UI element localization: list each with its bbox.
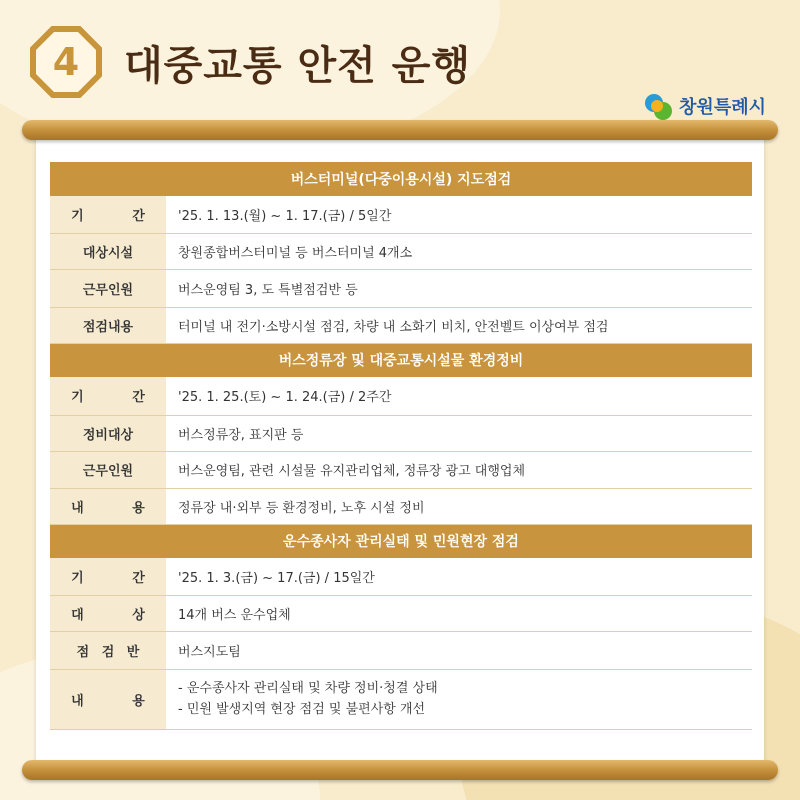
info-table (50, 162, 752, 730)
section-title: 버스터미널(다중이용시설) 지도점검 (50, 162, 752, 196)
changwon-logo-icon (645, 92, 673, 120)
row-value-line: - 민원 발생지역 현장 점검 및 불편사항 개선 (178, 702, 426, 717)
row-label: 근무인원 (50, 451, 166, 488)
section-header-row (50, 162, 752, 196)
table-row (50, 558, 752, 595)
page-header (30, 26, 471, 98)
row-label: 기 간 (71, 570, 167, 586)
table-row (50, 488, 752, 524)
table-row (50, 415, 752, 451)
badge-number: 4 (52, 40, 80, 84)
table-row (50, 377, 752, 415)
brand (645, 92, 766, 120)
section-header-row (50, 524, 752, 558)
row-value: '25. 1. 3.(금) ~ 17.(금) / 15일간 (166, 558, 752, 595)
row-value: 버스운영팀, 관련 시설물 유지관리업체, 정류장 광고 대행업체 (166, 451, 752, 488)
table-row (50, 196, 752, 233)
section-title: 버스정류장 및 대중교통시설물 환경정비 (50, 343, 752, 377)
row-value: 터미널 내 전기·소방시설 점검, 차량 내 소화기 비치, 안전벨트 이상여부 점검 (166, 307, 752, 343)
table-row (50, 307, 752, 343)
number-badge (30, 26, 102, 98)
table-row (50, 631, 752, 669)
row-value: 정류장 내·외부 등 환경정비, 노후 시설 정비 (166, 488, 752, 524)
brand-name: 창원특례시 (679, 97, 766, 118)
row-label: 대 상 (71, 607, 167, 623)
scroll-rod-bottom (22, 760, 778, 780)
row-label: 기 간 (71, 390, 167, 406)
scroll-rod-top (22, 120, 778, 140)
row-value: '25. 1. 25.(토) ~ 1. 24.(금) / 2주간 (166, 377, 752, 415)
row-value: 14개 버스 운수업체 (166, 595, 752, 631)
section-title: 운수종사자 관리실태 및 민원현장 점검 (50, 524, 752, 558)
row-value-line: - 운수종사자 관리실태 및 차량 정비·청결 상태 (178, 681, 438, 696)
section-header-row (50, 343, 752, 377)
row-label: 점 검 반 (76, 644, 144, 660)
row-value: 버스지도팀 (166, 631, 752, 669)
row-label: 점검내용 (50, 307, 166, 343)
row-label: 내 용 (71, 500, 167, 516)
row-label: 근무인원 (50, 269, 166, 307)
table-row (50, 595, 752, 631)
page-title: 대중교통 안전 운행 (124, 42, 471, 89)
row-label: 대상시설 (50, 233, 166, 269)
row-label: 정비대상 (50, 415, 166, 451)
table-row (50, 269, 752, 307)
row-value: 버스정류장, 표지판 등 (166, 415, 752, 451)
table-row (50, 451, 752, 488)
row-label: 내 용 (71, 693, 167, 709)
table-row (50, 669, 752, 729)
row-value: '25. 1. 13.(월) ~ 1. 17.(금) / 5일간 (166, 196, 752, 233)
table-row (50, 233, 752, 269)
row-label: 기 간 (71, 208, 167, 224)
row-value: 버스운영팀 3, 도 특별점검반 등 (166, 269, 752, 307)
row-value: 창원종합버스터미널 등 버스터미널 4개소 (166, 233, 752, 269)
